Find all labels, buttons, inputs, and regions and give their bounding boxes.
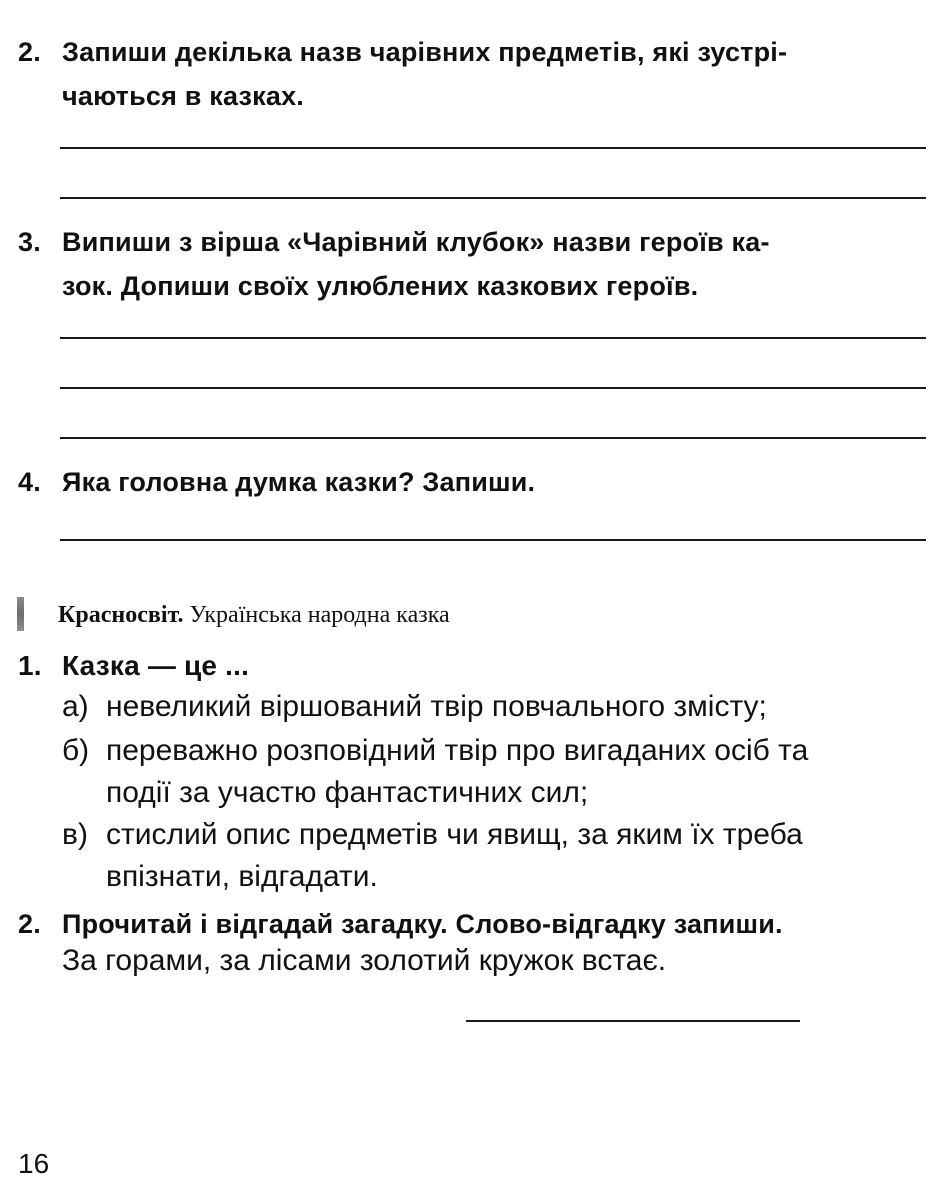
riddle-text: За горами, за лісами золотий кружок встає.: [62, 944, 667, 977]
task-number: 2.: [18, 37, 41, 67]
option-text-line: стислий опис предметів чи явищ, за яким їх треба: [106, 818, 803, 851]
section-subtitle: Українська народна казка: [183, 602, 450, 628]
task-4-question: [18, 460, 927, 504]
task-number: 2.: [18, 909, 41, 939]
option-text-line: події за участю фантастичних сил;: [106, 776, 589, 809]
section-marker-bar: [17, 597, 24, 631]
option-label: а): [62, 690, 89, 723]
page-number: 16: [18, 1148, 50, 1179]
task-2-question: [18, 30, 927, 118]
riddle-answer-line[interactable]: [466, 1020, 800, 1022]
task-text-line: Прочитай і відгадай загадку. Слово-відгадку запиши.: [62, 909, 783, 939]
task-number: 3.: [18, 227, 41, 257]
answer-line[interactable]: [60, 387, 926, 389]
section-title-bold: Красносвіт.: [58, 602, 184, 628]
answer-line[interactable]: [60, 197, 926, 199]
section-title: [58, 598, 450, 632]
task-number: 4.: [18, 467, 41, 497]
task-text-line: Казка — це ...: [62, 650, 250, 681]
option-c[interactable]: [62, 814, 935, 898]
option-a[interactable]: [62, 686, 935, 728]
task-text-line: Випиши з вірша «Чарівний клубок» назви героїв ка-: [62, 227, 770, 257]
option-text-line: переважно розповідний твір про вигаданих осіб та: [106, 734, 809, 767]
answer-line[interactable]: [60, 337, 926, 339]
task-text-line: Яка головна думка казки? Запиши.: [62, 467, 536, 497]
task-text-line: чаються в казках.: [62, 81, 304, 111]
option-b[interactable]: [62, 730, 935, 814]
task-number: 1.: [18, 650, 42, 681]
task-text-line: Запиши декілька назв чарівних предметів, які зустрі-: [62, 37, 788, 67]
section-task-1-question: [18, 644, 927, 688]
task-text-line: зок. Допиши своїх улюблених казкових героїв.: [62, 271, 699, 301]
option-label: в): [62, 818, 88, 851]
answer-line[interactable]: [60, 437, 926, 439]
task-3-question: [18, 220, 927, 308]
answer-line[interactable]: [60, 539, 926, 541]
option-text-line: невеликий віршований твір повчального змісту;: [106, 690, 767, 723]
answer-line[interactable]: [60, 147, 926, 149]
option-label: б): [62, 734, 90, 767]
option-text-line: впізнати, відгадати.: [106, 860, 378, 893]
